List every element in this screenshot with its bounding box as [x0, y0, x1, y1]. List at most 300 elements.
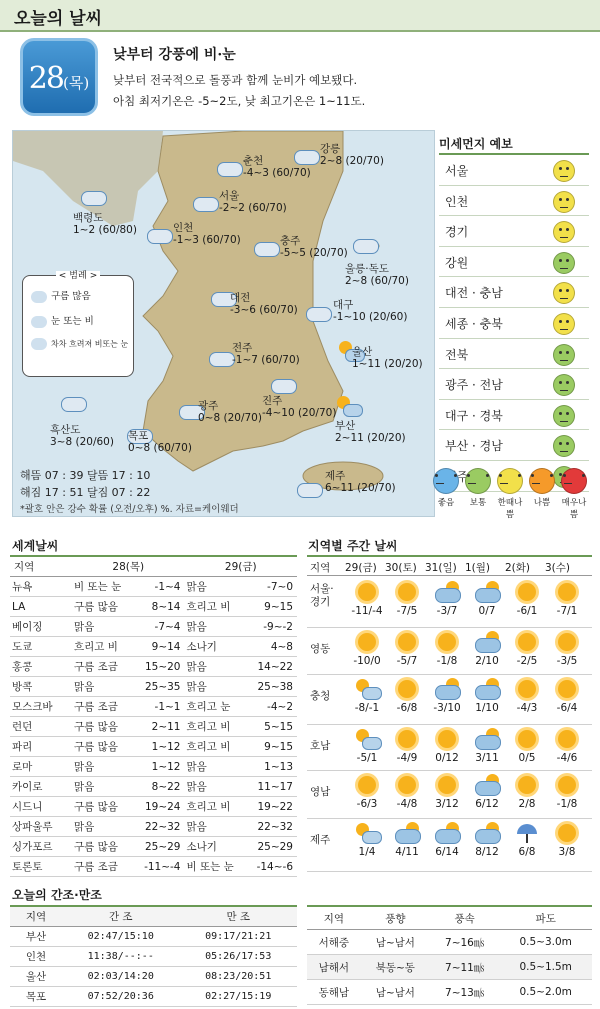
table-cell: 맑음: [184, 817, 246, 837]
table-cell: 남~남서: [361, 930, 430, 955]
fine-dust-panel: [439, 135, 589, 492]
weekly-row: [307, 770, 592, 819]
city-jeju: 제주 6~11 (20/70): [325, 470, 396, 494]
tide-title: 오늘의 간조·만조: [12, 888, 102, 902]
dust-row: [439, 339, 589, 370]
column-header: 풍향: [361, 906, 430, 930]
city-ulleung-dokdo: 울릉·독도 2~8 (60/70): [345, 263, 409, 287]
weekly-cell: [467, 822, 507, 858]
table-cell: -7~0: [246, 577, 297, 597]
rain-snow-icon: [80, 184, 104, 208]
weekly-weather-title: 지역별 주간 날씨: [308, 539, 398, 553]
table-cell: 25~29: [134, 837, 185, 857]
umbrella-icon: [514, 822, 540, 844]
weekly-cell: [507, 631, 547, 667]
table-cell: 구름 많음: [72, 597, 134, 617]
table-cell: 흐리고 비: [184, 597, 246, 617]
weekly-cell: [467, 631, 507, 667]
table-cell: 부산: [10, 927, 62, 947]
column-header: 파도: [499, 906, 592, 930]
headline: 낮부터 강풍에 비·눈: [113, 47, 236, 63]
partly-icon: [354, 678, 380, 700]
dust-face-icon: [553, 191, 575, 213]
weekly-temp: 2/8: [518, 798, 536, 810]
dust-region: 대전 · 충남: [445, 286, 503, 301]
table-cell: 베이징: [10, 617, 72, 637]
table-cell: 05:26/17:53: [180, 947, 298, 967]
weekly-cell: [427, 774, 467, 810]
table-row: [10, 637, 297, 657]
weekly-temp: -6/3: [356, 798, 378, 810]
cloud-icon: [394, 822, 420, 844]
dust-face-icon: [553, 405, 575, 427]
table-cell: 북동~동: [361, 955, 430, 980]
weekly-cell: [507, 822, 547, 858]
weekly-temp: -5/7: [396, 655, 418, 667]
dust-scale-face-icon: [465, 468, 491, 494]
rain-snow-icon: [253, 235, 277, 259]
weekly-temp: -6/8: [396, 702, 418, 714]
sun-icon: [394, 581, 420, 603]
table-cell: 11:38/--:--: [62, 947, 180, 967]
city-busan: 부산 2~11 (20/20): [335, 420, 406, 444]
column-header: 1(월): [465, 562, 491, 574]
weekly-region: 영남: [310, 786, 331, 798]
cloud-icon: [474, 774, 500, 796]
weekly-temp: -1/8: [436, 655, 458, 667]
rain-snow-icon: [60, 390, 84, 414]
column-header: 30(토): [385, 562, 417, 574]
table-cell: 상파울루: [10, 817, 72, 837]
weekly-temp: -11/-4: [351, 605, 383, 617]
table-cell: 맑음: [72, 757, 134, 777]
tide-table: [10, 905, 297, 1007]
weekly-temp: 6/12: [475, 798, 499, 810]
cloud-icon: [474, 678, 500, 700]
dust-face-icon: [553, 160, 575, 182]
weekly-temp: -7/5: [396, 605, 418, 617]
dust-row: [439, 247, 589, 278]
column-header: 풍속: [430, 906, 499, 930]
sun-icon: [514, 581, 540, 603]
weekly-cell: [387, 728, 427, 764]
table-cell: -9~-2: [246, 617, 297, 637]
dust-region: 부산 · 경남: [445, 439, 503, 454]
dust-region: 서울: [445, 164, 469, 178]
table-cell: 4~8: [246, 637, 297, 657]
column-header: 지역: [310, 562, 331, 574]
weekly-cell: [427, 581, 467, 617]
sun-icon: [434, 631, 460, 653]
partly-cloudy-icon: [335, 395, 359, 419]
weekly-cell: [547, 774, 587, 810]
dust-scale-item: [526, 468, 558, 508]
table-cell: 소나기: [184, 637, 246, 657]
cloud-icon: [474, 631, 500, 653]
rain-snow-icon: [352, 232, 376, 256]
weekly-cell: [387, 822, 427, 858]
table-cell: 맑음: [72, 817, 134, 837]
sun-icon: [554, 728, 580, 750]
summary-line-1: 낮부터 전국적으로 돌풍과 함께 눈비가 예보됐다.: [113, 73, 358, 87]
column-header: 지역: [10, 556, 72, 577]
table-row: [10, 817, 297, 837]
sun-icon: [354, 631, 380, 653]
sun-icon: [394, 774, 420, 796]
dust-scale-face-icon: [433, 468, 459, 494]
cloudy-icon: [31, 291, 47, 303]
table-row: [10, 737, 297, 757]
table-cell: 22~32: [246, 817, 297, 837]
table-cell: 15~20: [134, 657, 185, 677]
sun-icon: [554, 678, 580, 700]
dust-scale-label: 나쁨: [533, 498, 551, 508]
table-cell: 동해남: [307, 980, 361, 1005]
table-cell: LA: [10, 597, 72, 617]
dust-face-icon: [553, 282, 575, 304]
weekly-temp: -5/1: [356, 752, 378, 764]
sun-icon: [514, 728, 540, 750]
table-cell: 맑음: [184, 757, 246, 777]
sun-icon: [354, 581, 380, 603]
dust-region: 광주 · 전남: [445, 378, 503, 393]
table-cell: 0.5~1.5m: [499, 955, 592, 980]
dust-scale-label: 좋음: [437, 498, 455, 508]
weekly-temp: 4/11: [395, 846, 419, 858]
weekly-temp: -1/8: [556, 798, 578, 810]
table-cell: 맑음: [184, 677, 246, 697]
table-cell: 1~12: [134, 737, 185, 757]
sun-icon: [434, 774, 460, 796]
table-cell: 시드니: [10, 797, 72, 817]
dust-face-icon: [553, 374, 575, 396]
sun-icon: [394, 678, 420, 700]
rain-snow-icon: [270, 372, 294, 396]
weekly-cell: [347, 581, 387, 617]
table-cell: 11~17: [246, 777, 297, 797]
column-header: 지역: [307, 906, 361, 930]
table-cell: 9~15: [246, 597, 297, 617]
table-cell: 맑음: [72, 677, 134, 697]
table-row: [10, 837, 297, 857]
cloud-icon: [474, 581, 500, 603]
cloud-icon: [434, 678, 460, 700]
page-title: 오늘의 날씨: [14, 9, 103, 29]
weekly-temp: -2/5: [516, 655, 538, 667]
table-cell: 맑음: [184, 777, 246, 797]
city-heuksando: 흑산도 3~8 (20/60): [50, 424, 114, 448]
column-header: 2(화): [505, 562, 531, 574]
sunset-moonset: 해짐 17 : 51 달짐 07 : 22: [20, 486, 151, 499]
weekly-region: 영동: [310, 643, 331, 655]
rain-snow-icon: [146, 222, 170, 246]
weekly-cell: [387, 631, 427, 667]
table-row: [307, 930, 592, 955]
table-cell: 2~11: [134, 717, 185, 737]
dust-row: [439, 400, 589, 431]
city-daegu: 대구 -1~10 (20/60): [333, 299, 408, 323]
dust-scale-label: 보통: [469, 498, 487, 508]
table-row: [10, 857, 297, 877]
table-cell: 02:27/15:19: [180, 987, 298, 1007]
table-cell: 흐리고 눈: [184, 697, 246, 717]
top-header-bar: [0, 0, 600, 32]
table-cell: 5~15: [246, 717, 297, 737]
column-header: 29(금): [184, 556, 297, 577]
weekly-row: [307, 674, 592, 725]
sun-icon: [434, 728, 460, 750]
weekly-temp: -7/1: [556, 605, 578, 617]
weekly-cell: [507, 774, 547, 810]
date-day: 28: [28, 61, 63, 96]
date-weekday: (목): [62, 74, 90, 92]
table-cell: 싱가포르: [10, 837, 72, 857]
table-cell: 8~22: [134, 777, 185, 797]
table-cell: 흐리고 비: [72, 637, 134, 657]
weekly-row: [307, 627, 592, 675]
city-chungju: 충주 -5~5 (20/70): [280, 235, 348, 259]
gradually-cloudy-icon: [31, 338, 47, 350]
table-cell: -1~1: [134, 697, 185, 717]
table-cell: 19~22: [246, 797, 297, 817]
table-row: [10, 797, 297, 817]
table-cell: 토론토: [10, 857, 72, 877]
dust-face-icon: [553, 344, 575, 366]
legend-item-gradually: 차차 흐려져 비또는 눈: [31, 338, 128, 350]
table-cell: 홍콩: [10, 657, 72, 677]
table-cell: 0.5~2.0m: [499, 980, 592, 1005]
weekly-cell: [427, 678, 467, 714]
weekly-temp: 0/5: [518, 752, 536, 764]
table-cell: 구름 많음: [72, 737, 134, 757]
rain-snow-icon: [216, 155, 240, 179]
table-cell: 뉴욕: [10, 577, 72, 597]
sun-icon: [514, 631, 540, 653]
table-row: [10, 657, 297, 677]
weekly-cell: [547, 631, 587, 667]
weekly-temp: 3/8: [558, 846, 576, 858]
table-cell: 맑음: [184, 657, 246, 677]
dust-region: 대구 · 경북: [445, 408, 503, 423]
map-legend: < 범례 > 구름 많음 눈 또는 비 차차 흐려져 비또는 눈: [22, 275, 134, 377]
table-cell: 도쿄: [10, 637, 72, 657]
column-header: 간 조: [62, 906, 180, 927]
table-cell: 1~13: [246, 757, 297, 777]
sun-icon: [394, 728, 420, 750]
sun-icon: [554, 774, 580, 796]
table-cell: 흐리고 비: [184, 717, 246, 737]
weekly-cell: [507, 581, 547, 617]
table-cell: 구름 많음: [72, 797, 134, 817]
table-cell: 22~32: [134, 817, 185, 837]
table-cell: -4~2: [246, 697, 297, 717]
fine-dust-title: 미세먼지 예보: [439, 135, 589, 155]
table-cell: 파리: [10, 737, 72, 757]
weekly-region: 제주: [310, 834, 331, 846]
city-seoul: 서울 -2~2 (60/70): [219, 190, 287, 214]
partly-icon: [354, 728, 380, 750]
table-cell: 9~15: [246, 737, 297, 757]
weekly-temp: -4/8: [396, 798, 418, 810]
dust-region: 전북: [445, 347, 469, 362]
partly-icon: [354, 822, 380, 844]
weekly-temp: 3/12: [435, 798, 459, 810]
weekly-temp: -4/6: [556, 752, 578, 764]
table-cell: 7~11㎧: [430, 955, 499, 980]
dust-row: [439, 186, 589, 217]
table-row: [10, 927, 297, 947]
table-cell: 흐리고 비: [184, 737, 246, 757]
date-badge: [20, 38, 98, 116]
dust-scale-face-icon: [497, 468, 523, 494]
rain-snow-icon: [192, 190, 216, 214]
table-cell: 흐리고 비: [184, 797, 246, 817]
table-row: [10, 947, 297, 967]
dust-row: [439, 308, 589, 339]
cloud-icon: [474, 822, 500, 844]
cloud-icon: [434, 822, 460, 844]
legend-item-rain-snow: 눈 또는 비: [31, 313, 94, 328]
weekly-cell: [467, 728, 507, 764]
dust-scale-item: [430, 468, 462, 508]
table-cell: 구름 조금: [72, 697, 134, 717]
rain-snow-icon: [208, 345, 232, 369]
table-cell: 08:23/20:51: [180, 967, 298, 987]
dust-scale-item: [462, 468, 494, 508]
weekly-temp: -3/5: [556, 655, 578, 667]
dust-region: 세종 · 충북: [445, 316, 503, 331]
weekly-header: [307, 555, 592, 576]
weekly-temp: -3/7: [436, 605, 458, 617]
weekly-cell: [427, 822, 467, 858]
weekly-temp: -6/4: [556, 702, 578, 714]
weekly-region: 호남: [310, 740, 331, 752]
dust-face-icon: [553, 313, 575, 335]
table-cell: 울산: [10, 967, 62, 987]
sun-icon: [554, 631, 580, 653]
table-cell: 7~13㎧: [430, 980, 499, 1005]
weekly-cell: [547, 678, 587, 714]
table-cell: 09:17/21:21: [180, 927, 298, 947]
weekly-cell: [547, 581, 587, 617]
dust-row: [439, 155, 589, 186]
sunrise-moonrise: 해뜸 07 : 39 달뜸 17 : 10: [20, 469, 151, 482]
weekly-cell: [547, 728, 587, 764]
cloud-icon: [434, 581, 460, 603]
dust-scale-label: 매우나쁨: [561, 498, 587, 520]
table-cell: -14~-6: [246, 857, 297, 877]
city-mokpo: 목포 0~8 (60/70): [128, 430, 192, 454]
legend-title: 범례: [66, 271, 89, 281]
legend-item-cloudy: 구름 많음: [31, 288, 91, 303]
weekly-temp: -4/9: [396, 752, 418, 764]
dust-face-icon: [553, 435, 575, 457]
table-row: [10, 757, 297, 777]
weekly-temp: 3/11: [475, 752, 499, 764]
dust-scale-face-icon: [561, 468, 587, 494]
rain-snow-icon: [296, 476, 320, 500]
weekly-temp: 2/10: [475, 655, 499, 667]
table-row: [10, 967, 297, 987]
footnote: *괄호 안은 강수 확률 (오전/오후) %. 자료=케이웨더: [20, 504, 239, 515]
city-chuncheon: 춘천 -4~3 (60/70): [243, 155, 311, 179]
rain-snow-icon: [305, 300, 329, 324]
table-cell: 구름 많음: [72, 717, 134, 737]
table-cell: 맑음: [72, 617, 134, 637]
table-cell: 방콕: [10, 677, 72, 697]
table-cell: 소나기: [184, 837, 246, 857]
table-row: [10, 717, 297, 737]
table-cell: 맑음: [184, 577, 246, 597]
table-cell: 맑음: [72, 777, 134, 797]
weekly-cell: [347, 728, 387, 764]
sun-icon: [554, 822, 580, 844]
table-cell: 0.5~3.0m: [499, 930, 592, 955]
table-cell: 모스크바: [10, 697, 72, 717]
table-cell: 02:03/14:20: [62, 967, 180, 987]
table-cell: 25~35: [134, 677, 185, 697]
world-weather-title: 세계날씨: [12, 539, 59, 553]
weekly-temp: 6/8: [518, 846, 536, 858]
weekly-row: [307, 577, 592, 628]
weekly-temp: 0/7: [478, 605, 496, 617]
table-cell: 1~12: [134, 757, 185, 777]
table-row: [10, 597, 297, 617]
dust-scale-face-icon: [529, 468, 555, 494]
dust-region: 강원: [445, 255, 469, 270]
table-row: [10, 697, 297, 717]
cloud-icon: [474, 728, 500, 750]
dust-scale-item: [558, 468, 590, 520]
dust-region: 인천: [445, 194, 469, 209]
table-cell: 9~14: [134, 637, 185, 657]
sun-icon: [354, 774, 380, 796]
table-cell: 02:47/15:10: [62, 927, 180, 947]
column-header: 31(일): [425, 562, 457, 574]
weekly-temp: -10/0: [353, 655, 381, 667]
table-cell: 구름 많음: [72, 837, 134, 857]
weekly-temp: 1/4: [358, 846, 376, 858]
table-cell: 비 또는 눈: [184, 857, 246, 877]
city-baengnyeongdo: 백령도 1~2 (60/80): [73, 212, 137, 236]
city-gwangju: 광주 0~8 (20/70): [198, 400, 262, 424]
city-jinju: 진주 -4~10 (20/70): [262, 395, 337, 419]
dust-face-icon: [553, 252, 575, 274]
table-cell: -11~-4: [134, 857, 185, 877]
table-cell: 로마: [10, 757, 72, 777]
dust-scale-label: 한때나쁨: [497, 498, 523, 520]
table-header: [10, 556, 297, 577]
weekly-cell: [467, 774, 507, 810]
weekly-row: [307, 818, 592, 872]
city-jeonju: 전주 -1~7 (60/70): [232, 342, 300, 366]
weekly-cell: [387, 774, 427, 810]
table-cell: 남~남서: [361, 980, 430, 1005]
column-header: 3(수): [545, 562, 571, 574]
weekly-region: 충청: [310, 690, 331, 702]
weekly-cell: [347, 678, 387, 714]
column-header: 29(금): [345, 562, 377, 574]
weekly-cell: [427, 728, 467, 764]
table-row: [10, 987, 297, 1007]
wave-table: [307, 905, 592, 1005]
dust-face-icon: [553, 221, 575, 243]
table-cell: 목포: [10, 987, 62, 1007]
weekly-temp: -8/-1: [354, 702, 380, 714]
city-ulsan: 울산 1~11 (20/20): [352, 346, 423, 370]
weekly-temp: 6/14: [435, 846, 459, 858]
column-header: 28(목): [72, 556, 184, 577]
